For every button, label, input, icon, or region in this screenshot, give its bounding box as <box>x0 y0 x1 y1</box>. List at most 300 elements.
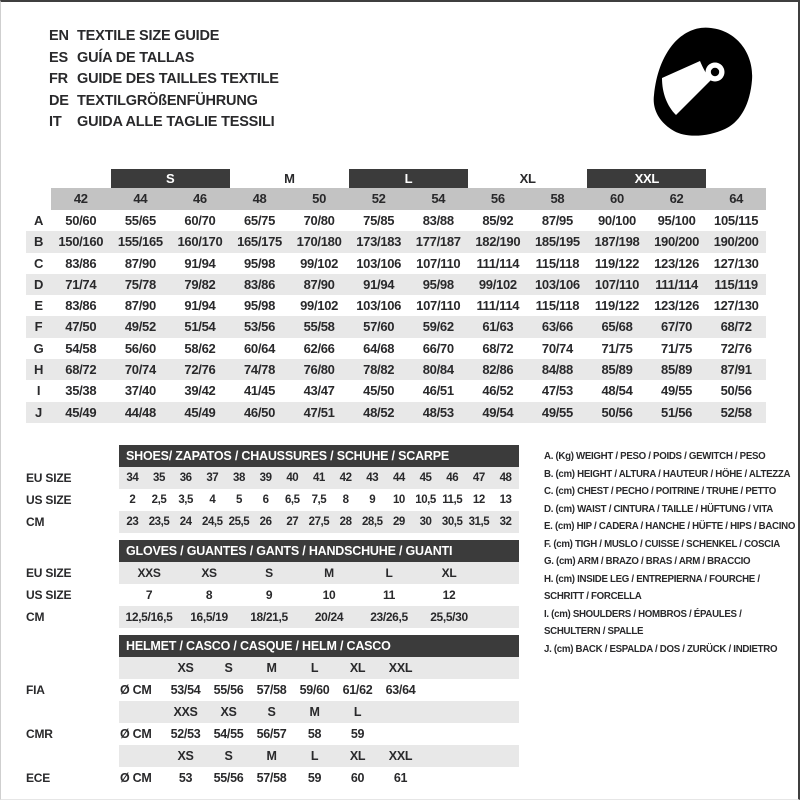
value-cell: S <box>224 661 233 675</box>
value-cell: 31,5 <box>468 516 490 528</box>
value-cell: 57/58 <box>256 771 287 785</box>
value-cell: 39/42 <box>184 383 216 399</box>
value-cell: 39 <box>259 472 272 484</box>
value-cell: 27 <box>286 516 299 528</box>
gloves-table-rows <box>26 562 519 628</box>
value-cell: 5 <box>235 494 242 506</box>
value-cell: XS <box>177 749 194 763</box>
value-cell: 56/57 <box>256 727 287 741</box>
value-cell: XXL <box>388 661 413 675</box>
value-cell: 127/130 <box>713 298 759 314</box>
value-cell: 107/110 <box>416 255 461 271</box>
value-cell: Ø CM <box>120 727 152 741</box>
value-cell: 56/60 <box>124 340 156 356</box>
value-cell: 30,5 <box>441 516 463 528</box>
shoes-table-rows <box>26 467 519 533</box>
value-cell: Ø CM <box>120 771 152 785</box>
helmet-table-title-bar: HELMET / CASCO / CASQUE / HELM / CASCO <box>119 635 519 657</box>
language-row <box>49 91 279 113</box>
size-group-s: S <box>111 169 230 188</box>
value-cell: 13 <box>499 494 512 506</box>
value-cell: S <box>224 749 233 763</box>
value-cell: 119/122 <box>594 298 640 314</box>
value-cell: 173/183 <box>356 234 402 250</box>
value-cell: 61/63 <box>482 319 514 335</box>
legend-line: SCHRITT / FORCELLA <box>544 591 642 602</box>
gloves-size-table <box>26 540 519 628</box>
value-cell: 78/82 <box>363 362 395 378</box>
value-cell: M <box>309 705 320 719</box>
value-cell: 7,5 <box>311 494 327 506</box>
value-cell: 49/52 <box>124 319 156 335</box>
size-columns <box>51 188 766 210</box>
value-cell: 10 <box>392 494 405 506</box>
value-cell: 12 <box>442 588 456 602</box>
legend-line: D. (cm) WAIST / CINTURA / TAILLE / HÜFTUNG / VITA <box>544 503 773 515</box>
size-column: 46 <box>193 191 207 206</box>
value-cell: 23 <box>126 516 139 528</box>
value-cell: 70/74 <box>124 362 156 378</box>
value-cell: 47 <box>472 472 485 484</box>
table-row <box>26 767 519 789</box>
value-cell: 24,5 <box>202 516 223 528</box>
value-cell: 170/180 <box>296 234 342 250</box>
value-cell: 32 <box>499 516 512 528</box>
row-label: F <box>34 319 43 335</box>
table-row <box>26 679 519 701</box>
row-cells <box>51 402 766 423</box>
helmet-size-table <box>26 635 519 789</box>
size-column: 52 <box>371 191 386 206</box>
value-cell: 55/56 <box>213 771 244 785</box>
legend-line: B. (cm) HEIGHT / ALTURA / HAUTEUR / HÖHE / ALTEZZA <box>544 468 791 480</box>
value-cell: 55/56 <box>213 683 244 697</box>
value-cell: 182/190 <box>475 234 521 250</box>
row-cells <box>119 657 519 679</box>
row-cells <box>51 380 766 401</box>
language-code: FR <box>49 71 68 87</box>
row-label: CMR <box>26 727 53 741</box>
size-group-xl: XL <box>519 171 536 186</box>
legend-line: E. (cm) HIP / CADERA / HANCHE / HÜFTE / HIPS / BACINO <box>544 521 796 532</box>
value-cell: XL <box>349 661 366 675</box>
value-cell: 165/175 <box>237 234 282 250</box>
row-cells <box>51 274 766 295</box>
value-cell: 38 <box>233 472 245 484</box>
value-cell: 83/86 <box>244 276 276 292</box>
value-cell: 10,5 <box>415 494 436 506</box>
value-cell: 55/58 <box>303 319 335 335</box>
value-cell: 28,5 <box>361 516 383 528</box>
value-cell: L <box>310 661 319 675</box>
value-cell: 115/119 <box>714 276 758 292</box>
value-cell: 50/56 <box>601 404 633 420</box>
spacer <box>26 628 519 635</box>
size-column: 58 <box>550 191 565 206</box>
value-cell: 71/75 <box>601 340 633 356</box>
value-cell: 123/126 <box>654 298 700 314</box>
value-cell: 51/54 <box>184 319 216 335</box>
value-cell: S <box>265 566 273 580</box>
legend-line: I. (cm) SHOULDERS / HOMBROS / ÉPAULES / <box>544 608 742 620</box>
row-label <box>26 657 119 679</box>
value-cell: 60/64 <box>244 340 276 356</box>
value-cell: 67/70 <box>661 319 693 335</box>
value-cell: 84/88 <box>541 362 573 378</box>
value-cell: 60/70 <box>184 213 216 228</box>
gloves-table-title-bar: GLOVES / GUANTES / GANTS / HANDSCHUHE / GUANTI <box>119 540 519 562</box>
language-title: TEXTILGRÖßENFÜHRUNG <box>77 92 258 109</box>
row-label: E <box>34 298 43 314</box>
row-cells <box>119 745 519 767</box>
value-cell: 48 <box>499 472 512 484</box>
row-label: FIA <box>26 683 45 697</box>
value-cell: 62/66 <box>303 340 335 356</box>
value-cell: 44 <box>392 472 405 484</box>
value-cell: 103/106 <box>356 298 402 314</box>
value-cell: 24 <box>179 516 192 528</box>
value-cell: 48/54 <box>601 383 633 399</box>
value-cell: 59 <box>307 771 322 785</box>
legend-line: F. (cm) TIGH / MUSLO / CUISSE / SCHENKEL / COSCIA <box>544 538 780 550</box>
value-cell: 44/48 <box>124 404 156 420</box>
value-cell: Ø CM <box>120 683 152 697</box>
value-cell: 155/165 <box>117 234 163 250</box>
textile-size-table <box>26 169 766 423</box>
row-cells <box>119 701 519 723</box>
value-cell: 65/68 <box>601 319 633 335</box>
row-cells <box>119 679 519 701</box>
legend-line: G. (cm) ARM / BRAZO / BRAS / ARM / BRACCIO <box>544 556 751 567</box>
value-cell: 45/49 <box>65 404 97 420</box>
row-cells <box>119 606 519 628</box>
value-cell <box>119 701 164 723</box>
value-cell: 91/94 <box>184 255 216 271</box>
measurement-row-b <box>26 231 766 252</box>
value-cell: 76/80 <box>303 362 335 378</box>
measurement-row-c <box>26 253 766 274</box>
value-cell: XS <box>177 661 194 675</box>
value-cell: 47/50 <box>65 319 97 335</box>
value-cell: 190/200 <box>654 234 700 250</box>
measurement-legend <box>544 448 800 658</box>
row-cells <box>119 489 519 511</box>
value-cell: 85/89 <box>601 362 633 378</box>
value-cell: 91/94 <box>184 298 216 314</box>
row-label: A <box>33 213 44 228</box>
value-cell: 61 <box>393 771 408 785</box>
value-cell: 25,5/30 <box>430 610 468 624</box>
value-cell: 190/200 <box>713 234 759 250</box>
row-cells <box>51 253 766 274</box>
value-cell: 70/74 <box>541 340 573 356</box>
value-cell: 103/106 <box>534 276 580 292</box>
row-label: B <box>33 234 44 250</box>
value-cell: L <box>385 566 393 580</box>
value-cell: 68/72 <box>482 340 514 356</box>
spacer <box>26 533 519 540</box>
value-cell: XXS <box>137 566 161 580</box>
value-cell: 87/95 <box>541 213 573 228</box>
value-cell: 57/58 <box>256 683 287 697</box>
value-cell: 63/64 <box>385 683 416 697</box>
table-row <box>26 562 519 584</box>
value-cell: 40 <box>286 472 299 484</box>
language-title: GUIDE DES TAILLES TEXTILE <box>77 71 279 87</box>
measurement-row-i <box>26 380 766 401</box>
value-cell: 119/122 <box>594 255 640 271</box>
table-row <box>26 657 519 679</box>
value-cell: 26 <box>259 516 272 528</box>
value-cell: L <box>353 705 362 719</box>
size-column: 48 <box>252 191 267 206</box>
value-cell: 37 <box>206 472 219 484</box>
value-cell: 37/40 <box>124 383 156 399</box>
value-cell: XXL <box>388 749 413 763</box>
value-cell: 36 <box>179 472 192 484</box>
row-cells <box>51 231 766 252</box>
value-cell <box>379 723 422 745</box>
value-cell: 64/68 <box>363 340 395 356</box>
value-cell: 111/114 <box>476 255 520 271</box>
size-column: 42 <box>73 191 88 206</box>
row-label: EU SIZE <box>26 471 72 485</box>
value-cell: 25,5 <box>228 516 250 528</box>
language-row <box>49 26 279 48</box>
value-cell: 20/24 <box>314 610 344 624</box>
shoes-table-title-bar: SHOES/ ZAPATOS / CHAUSSURES / SCHUHE / SCARPE <box>119 445 519 467</box>
value-cell: 58 <box>307 727 322 741</box>
value-cell: 160/170 <box>177 234 223 250</box>
row-label: EU SIZE <box>26 566 72 580</box>
value-cell: 95/100 <box>657 213 696 228</box>
size-column: 44 <box>133 191 148 206</box>
language-title: GUÍA DE TALLAS <box>77 49 195 66</box>
measurement-row-f <box>26 316 766 337</box>
value-cell: 68/72 <box>65 362 97 378</box>
row-cells <box>119 767 519 789</box>
value-cell: XL <box>441 566 457 580</box>
value-cell: 41 <box>312 472 325 484</box>
table-row <box>26 584 519 606</box>
value-cell: 28 <box>339 516 352 528</box>
value-cell: 87/90 <box>124 298 156 314</box>
value-cell: 111/114 <box>655 276 698 292</box>
language-code: ES <box>49 49 68 66</box>
value-cell: XS <box>220 705 237 719</box>
value-cell: 150/160 <box>58 234 104 250</box>
size-columns-row <box>26 188 766 210</box>
value-cell: 50/56 <box>720 383 752 399</box>
row-label: J <box>35 404 42 420</box>
value-cell: 53 <box>178 771 193 785</box>
value-cell: 6 <box>262 494 269 506</box>
legend-line: A. (Kg) WEIGHT / PESO / POIDS / GEWITCH / PESO <box>544 451 766 462</box>
value-cell: 66/70 <box>422 340 454 356</box>
value-cell: XXS <box>173 705 198 719</box>
value-cell: 18/21,5 <box>250 610 288 624</box>
value-cell: 127/130 <box>713 255 759 271</box>
size-column: 64 <box>729 191 744 206</box>
value-cell: 53/54 <box>170 683 201 697</box>
value-cell: 7 <box>145 588 153 602</box>
value-cell: 91/94 <box>363 276 395 292</box>
value-cell: 52/58 <box>720 404 752 420</box>
row-cells <box>51 359 766 380</box>
measurement-row-d <box>26 274 766 295</box>
measurement-row-e <box>26 295 766 316</box>
value-cell: 95/98 <box>244 255 276 271</box>
value-cell: S <box>267 705 276 719</box>
language-row <box>49 48 279 70</box>
value-cell: 43 <box>366 472 379 484</box>
value-cell: 43/47 <box>303 383 335 399</box>
table-row <box>26 701 519 723</box>
value-cell: 95/98 <box>422 276 454 292</box>
value-cell: 12,5/16,5 <box>125 610 173 624</box>
value-cell: 95/98 <box>244 298 276 314</box>
value-cell: 115/118 <box>535 255 580 271</box>
value-cell: M <box>266 749 277 763</box>
measurement-row-g <box>26 338 766 359</box>
value-cell: 107/110 <box>594 276 640 292</box>
language-code: EN <box>49 28 69 44</box>
language-row <box>49 112 279 134</box>
value-cell: 87/91 <box>720 362 752 378</box>
value-cell: 35 <box>153 472 165 484</box>
value-cell: 59 <box>350 727 365 741</box>
measurement-row-h <box>26 359 766 380</box>
value-cell: 46/52 <box>482 383 514 399</box>
size-group-spacer <box>26 169 111 188</box>
value-cell: 45 <box>419 472 432 484</box>
row-label: H <box>33 362 44 378</box>
legend-line: C. (cm) CHEST / PECHO / POITRINE / TRUHE / PETTO <box>544 486 776 497</box>
value-cell: 2 <box>129 494 136 506</box>
value-cell: 51/56 <box>661 404 693 420</box>
language-title: TEXTILE SIZE GUIDE <box>77 28 220 44</box>
value-cell: 49/55 <box>661 383 693 399</box>
value-cell: 99/102 <box>300 255 339 271</box>
value-cell: 61/62 <box>342 683 373 697</box>
value-cell: 54/58 <box>65 340 97 356</box>
value-cell: 47/51 <box>303 404 335 420</box>
size-group-spacer <box>706 169 766 188</box>
value-cell: 70/80 <box>303 213 335 228</box>
value-cell: 72/76 <box>720 340 752 356</box>
size-column: 56 <box>490 191 505 206</box>
value-cell: 54/55 <box>213 727 244 741</box>
language-code: IT <box>49 114 62 130</box>
size-column: 50 <box>312 191 327 206</box>
corner-cell <box>26 188 51 210</box>
helmet-icon <box>649 22 759 142</box>
value-cell <box>119 657 164 679</box>
table-row <box>26 723 519 745</box>
value-cell: 83/86 <box>65 298 97 314</box>
size-column: 54 <box>431 191 446 206</box>
row-label: I <box>36 383 41 399</box>
value-cell: 4 <box>209 494 216 506</box>
language-row <box>49 69 279 91</box>
value-cell: 57/60 <box>363 319 395 335</box>
value-cell: 71/75 <box>661 340 693 356</box>
value-cell: XL <box>349 749 366 763</box>
row-cells <box>51 338 766 359</box>
value-cell: 71/74 <box>65 276 97 292</box>
measurement-row-j <box>26 402 766 423</box>
value-cell: M <box>324 566 334 580</box>
table-row <box>26 745 519 767</box>
value-cell: 11,5 <box>442 494 463 506</box>
row-cells <box>51 210 766 231</box>
shoes-size-table <box>26 445 519 533</box>
value-cell: 50/60 <box>65 213 97 228</box>
size-group-xxl: XXL <box>587 169 706 188</box>
legend-line: J. (cm) BACK / ESPALDA / DOS / ZURÜCK / INDIETRO <box>544 643 778 655</box>
value-cell: 103/106 <box>356 255 402 271</box>
value-cell: 83/88 <box>422 213 454 228</box>
value-cell: 107/110 <box>416 298 461 314</box>
value-cell: 87/90 <box>303 276 335 292</box>
value-cell: 46 <box>446 472 459 484</box>
value-cell: 41/45 <box>244 383 276 399</box>
language-code: DE <box>49 92 69 109</box>
table-row <box>26 489 519 511</box>
value-cell: 79/82 <box>184 276 216 292</box>
value-cell: 177/187 <box>415 234 461 250</box>
row-label: ECE <box>26 771 51 785</box>
value-cell: 8 <box>342 494 349 506</box>
value-cell: 23,5 <box>148 516 170 528</box>
row-cells <box>119 723 519 745</box>
value-cell: 85/92 <box>482 213 514 228</box>
value-cell: 83/86 <box>65 255 97 271</box>
row-label <box>26 745 119 767</box>
value-cell: 72/76 <box>184 362 216 378</box>
value-cell: 75/85 <box>363 213 395 228</box>
value-cell: 3,5 <box>178 494 193 506</box>
row-label <box>26 701 119 723</box>
value-cell: 27,5 <box>308 516 330 528</box>
value-cell <box>119 745 164 767</box>
helmet-table-rows <box>26 657 519 789</box>
value-cell: 65/75 <box>244 213 276 228</box>
value-cell: 9 <box>369 494 376 506</box>
lower-tables <box>26 445 519 789</box>
row-cells <box>51 316 766 337</box>
value-cell: 35/38 <box>65 383 97 399</box>
value-cell: 47/53 <box>541 383 573 399</box>
language-title-list <box>49 26 279 134</box>
value-cell: 49/54 <box>482 404 514 420</box>
row-label: G <box>33 340 44 356</box>
value-cell: 59/62 <box>422 319 454 335</box>
row-cells <box>119 562 519 584</box>
value-cell: 99/102 <box>478 276 517 292</box>
value-cell: 123/126 <box>654 255 700 271</box>
value-cell: 48/52 <box>363 404 395 420</box>
legend-line: SCHULTERN / SPALLE <box>544 626 644 637</box>
value-cell: 82/86 <box>482 362 514 378</box>
value-cell: 53/56 <box>244 319 276 335</box>
value-cell: 9 <box>265 588 273 602</box>
value-cell: 23/26,5 <box>370 610 408 624</box>
value-cell: 48/53 <box>422 404 454 420</box>
value-cell <box>379 701 422 723</box>
value-cell: 99/102 <box>300 298 339 314</box>
value-cell: 187/198 <box>594 234 640 250</box>
